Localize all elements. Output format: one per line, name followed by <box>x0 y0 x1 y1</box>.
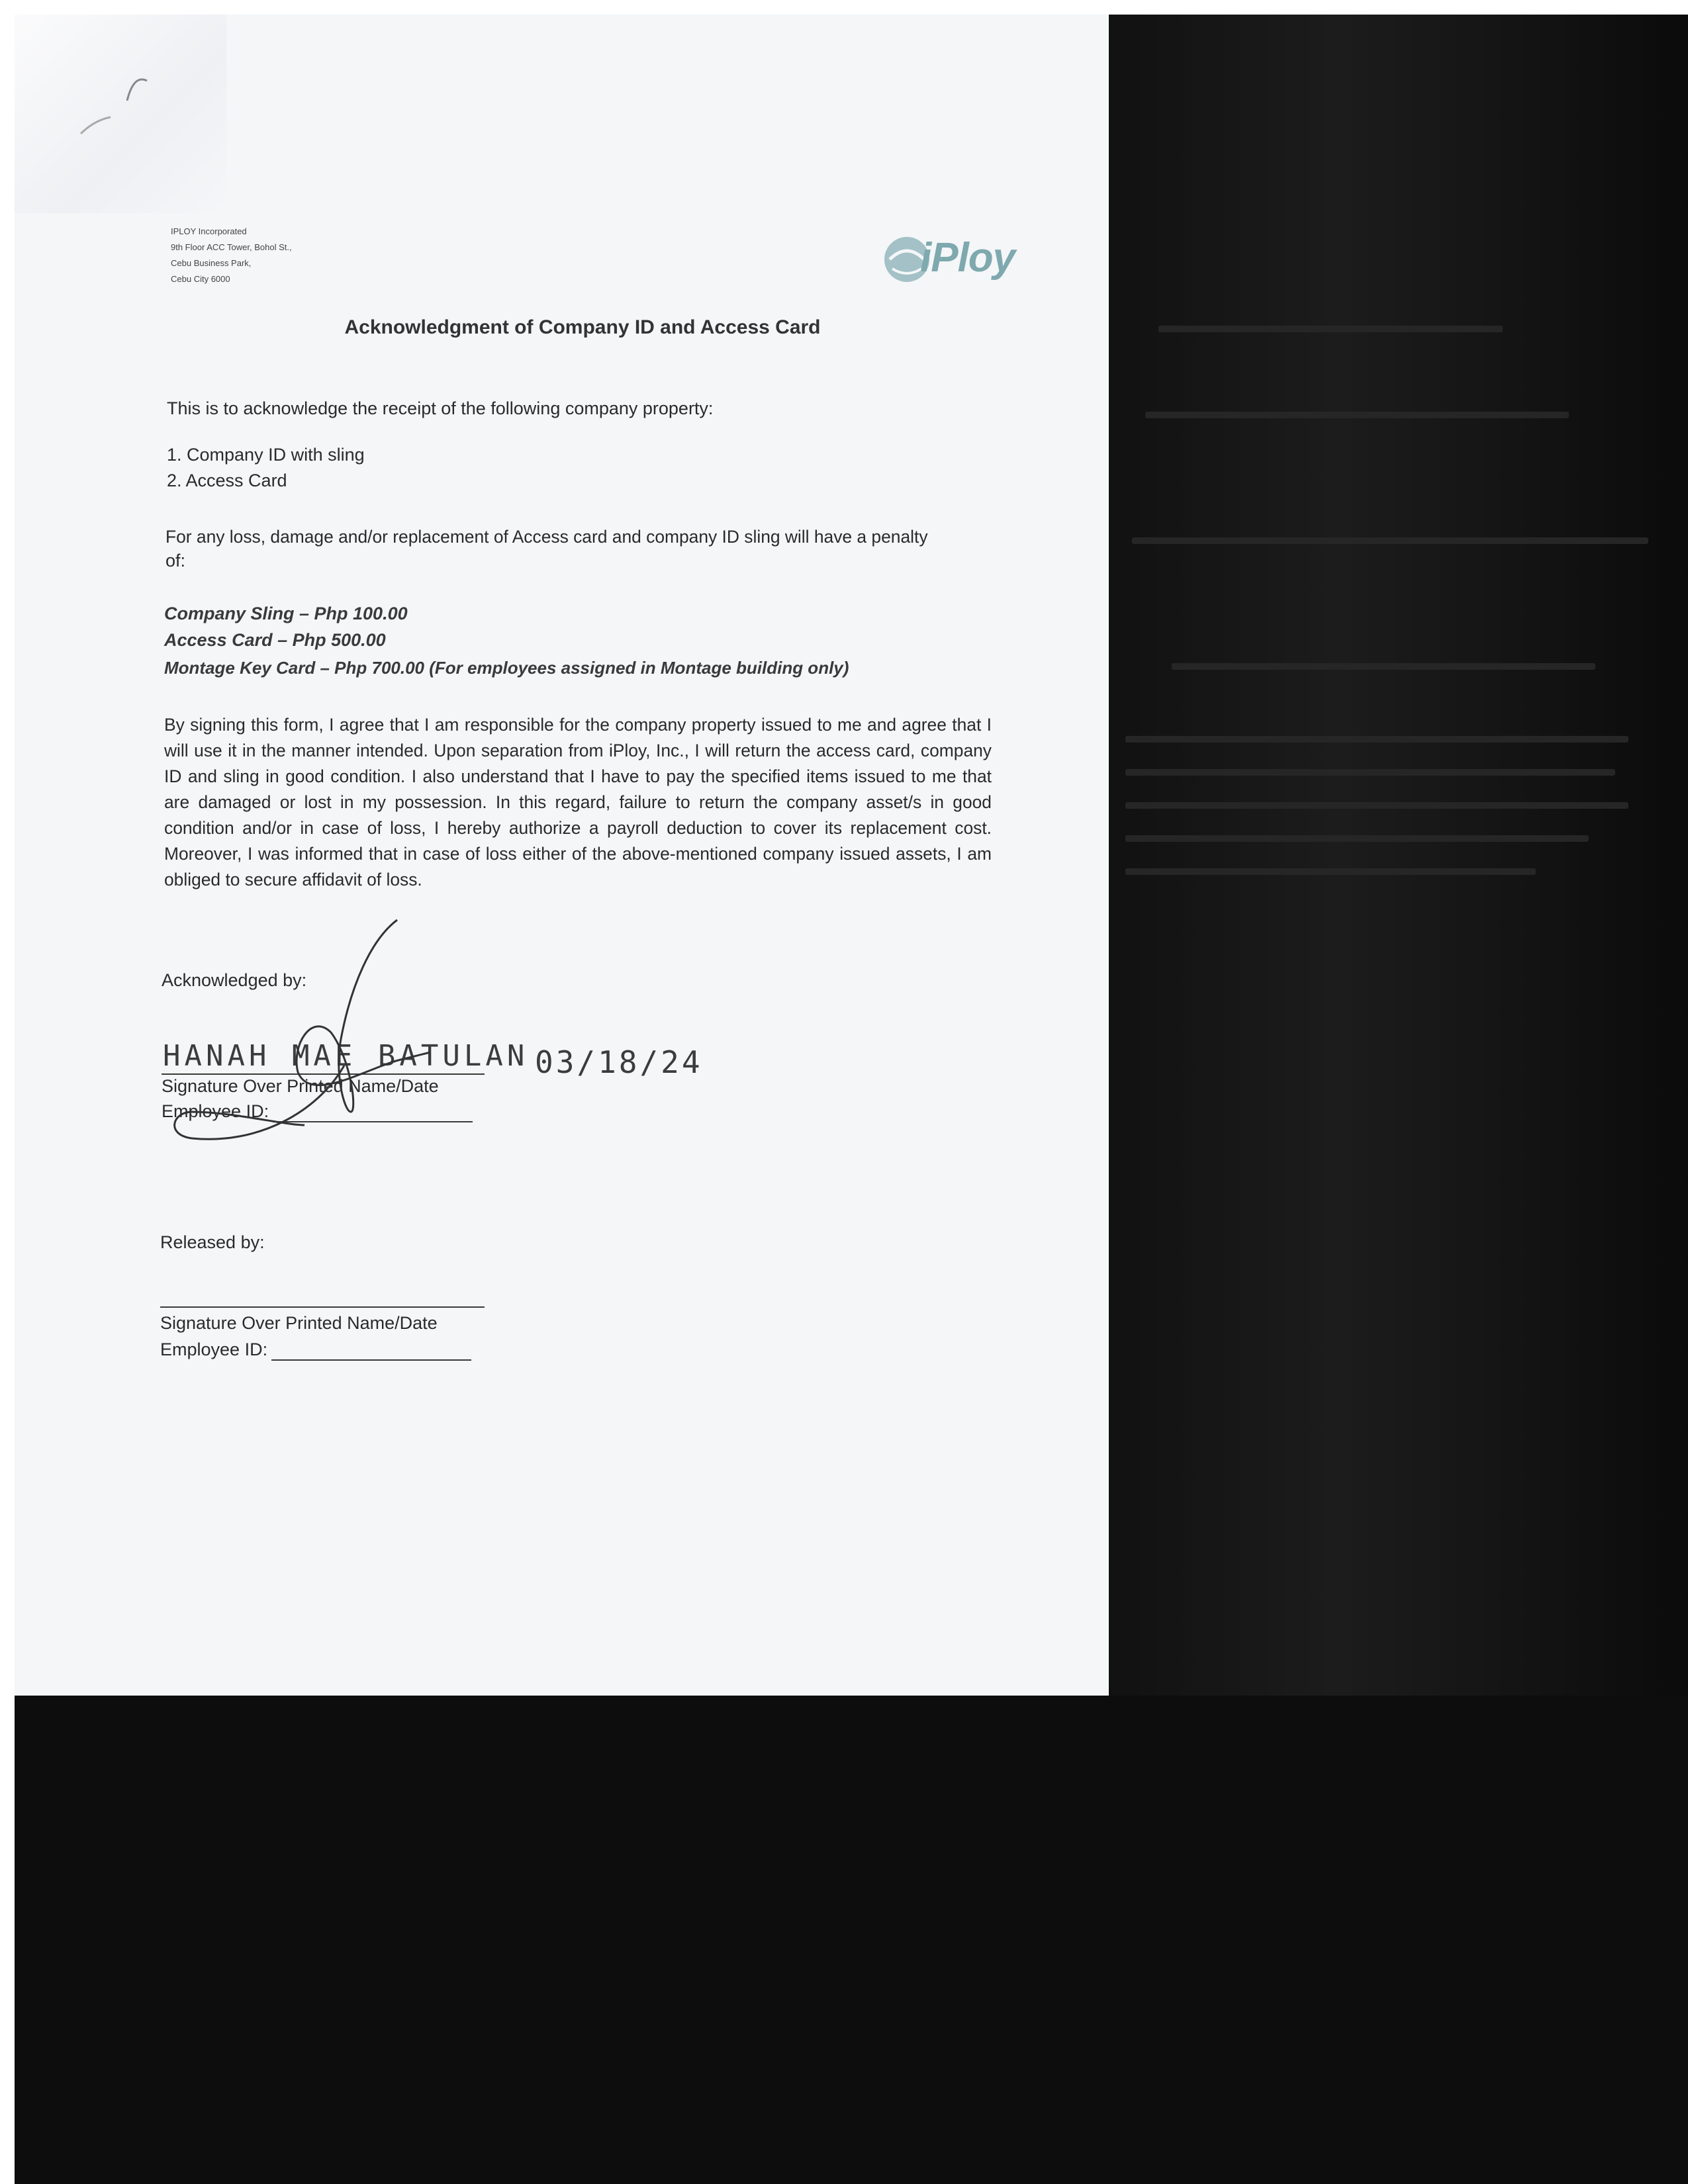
employee-id-label: Employee ID: <box>162 1101 269 1121</box>
document-title: Acknowledgment of Company ID and Access Card <box>344 316 821 338</box>
penalty-intro-cont: of: <box>165 551 186 570</box>
released-signature-line <box>160 1306 485 1308</box>
penalty-item: Access Card – Php 500.00 <box>164 630 386 650</box>
ghost-text <box>1132 537 1648 544</box>
property-item: 1. Company ID with sling <box>167 445 365 465</box>
released-employee-id-label: Employee ID: <box>160 1340 268 1359</box>
bleed-through-area <box>1105 15 1688 1696</box>
released-signature-caption: Signature Over Printed Name/Date <box>160 1313 438 1333</box>
agreement-paragraph: By signing this form, I agree that I am responsible for the company property issued to me and agree that I will use it in the manner intended. Upon separation from iPloy, Inc., I will return the access card, company ID and sling in good condition. I also understand that I have to pay the specified items issued to me that are damaged or lost in my possession. In this regard, failure to return the company asset/s in good condition and/or in case of loss, I hereby authorize a payroll deduction to cover its replacement cost. Moreover, I was informed that in case of loss either of the above-mentioned company issued assets, I am obliged to secure affidavit of loss. <box>164 715 992 889</box>
acknowledged-label: Acknowledged by: <box>162 970 307 990</box>
intro-text: This is to acknowledge the receipt of the following company property: <box>167 398 714 418</box>
ghost-text <box>1145 412 1569 418</box>
logo-wordmark: iPloy <box>920 235 1015 281</box>
ghost-text <box>1125 868 1536 875</box>
address-line: Cebu City 6000 <box>171 274 230 284</box>
released-label: Released by: <box>160 1232 265 1252</box>
staple-mark-icon <box>15 15 226 213</box>
penalty-item: Montage Key Card – Php 700.00 (For employees assigned in Montage building only) <box>164 658 849 678</box>
signed-date: 03/18/24 <box>535 1044 703 1080</box>
company-address <box>171 224 292 287</box>
company-logo <box>880 225 1053 298</box>
ghost-text <box>1125 835 1589 842</box>
ghost-text <box>1158 326 1503 332</box>
printed-name: HANAH MAE BATULAN <box>163 1039 529 1073</box>
address-line: IPLOY Incorporated <box>171 226 247 236</box>
address-line: 9th Floor ACC Tower, Bohol St., <box>171 242 292 252</box>
paper-fold-corner <box>15 15 226 213</box>
handwritten-signature <box>152 913 483 1152</box>
ghost-text <box>1125 769 1615 776</box>
ghost-text <box>1125 736 1628 743</box>
signature-caption: Signature Over Printed Name/Date <box>162 1076 439 1096</box>
address-line: Cebu Business Park, <box>171 258 252 268</box>
released-employee-id-line <box>271 1359 471 1361</box>
ghost-text <box>1125 802 1628 809</box>
penalty-intro: For any loss, damage and/or replacement of Access card and company ID sling will have a penalty <box>165 527 928 547</box>
property-item: 2. Access Card <box>167 471 287 490</box>
penalty-item: Company Sling – Php 100.00 <box>164 604 408 623</box>
ghost-text <box>1172 663 1595 670</box>
